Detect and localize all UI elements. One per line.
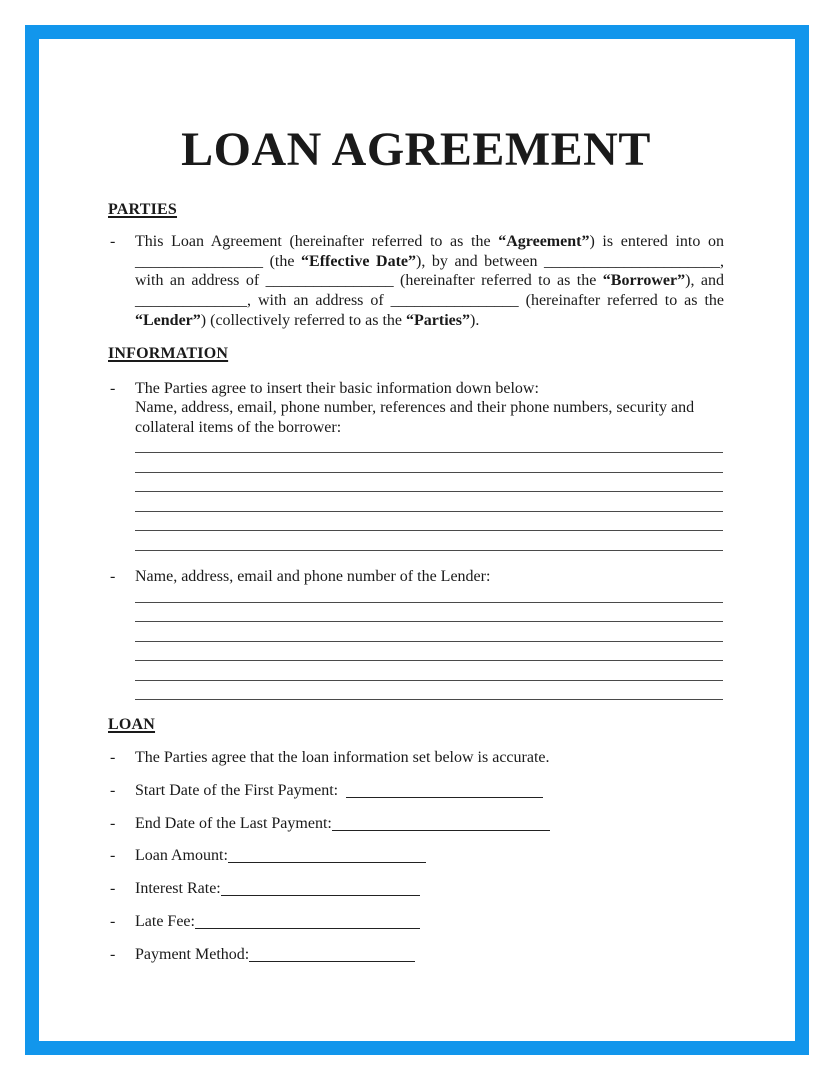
- clause-bold-term: “Effective Date”: [301, 252, 416, 270]
- clause-line: [135, 252, 724, 272]
- bullet-marker: -: [110, 567, 116, 585]
- clause-text: This Loan Agreement (hereinafter referred to as the: [135, 233, 499, 250]
- clause-line: [135, 311, 724, 331]
- loan-field: [135, 846, 724, 866]
- bullet-marker: -: [110, 379, 116, 397]
- write-line: [135, 512, 723, 532]
- clause-text: ), by and between: [416, 252, 545, 270]
- borrower-info-intro: The Parties agree to insert their basic information down below:: [135, 379, 539, 397]
- loan-field-label: Loan Amount:: [135, 847, 228, 865]
- bullet-marker: -: [110, 782, 116, 800]
- write-line: [135, 661, 723, 681]
- loan-field-label: Start Date of the First Payment:: [135, 782, 339, 800]
- document-title: LOAN AGREEMENT: [181, 123, 651, 176]
- bullet-marker: -: [110, 912, 116, 930]
- loan-field-blank-line: [221, 880, 420, 896]
- bullet-marker: -: [110, 880, 116, 898]
- loan-field-label: Interest Rate:: [135, 880, 221, 898]
- loan-field-blank-line: [195, 913, 420, 929]
- write-line: [135, 531, 723, 551]
- borrower-info-bullet: [108, 379, 724, 438]
- clause-bold-term: “Borrower”: [602, 272, 686, 290]
- bullet-marker: -: [110, 749, 116, 767]
- section-heading-parties: PARTIES: [108, 201, 178, 218]
- borrower-write-lines: [135, 434, 723, 551]
- write-line: [135, 473, 723, 493]
- clause-text: with an address of ________________ (hereinafter referred to as the: [135, 272, 603, 290]
- parties-clause-text: [135, 232, 724, 331]
- section-heading-information: INFORMATION: [108, 344, 229, 362]
- loan-field-label: End Date of the Last Payment:: [135, 814, 332, 832]
- loan-field-blank-line: [346, 782, 543, 798]
- clause-text: ______________, with an address of ________________ (hereinafter referred to as the: [135, 292, 724, 310]
- clause-bold-term: “Agreement”: [498, 233, 590, 250]
- borrower-info-details: Name, address, email, phone number, references and their phone numbers, security and collateral items of the borrower:: [135, 399, 695, 436]
- loan-field-row: [108, 814, 724, 834]
- clause-text: ) (collectively referred to as the: [200, 311, 407, 329]
- loan-intro-text: The Parties agree that the loan information set below is accurate.: [135, 749, 550, 767]
- lender-write-lines: [135, 583, 723, 700]
- loan-field-blank-line: [228, 847, 426, 863]
- lender-info-text: Name, address, email and phone number of the Lender:: [135, 567, 491, 585]
- loan-field-row: [108, 846, 724, 866]
- clause-line: [135, 291, 724, 311]
- clause-line: [135, 271, 724, 291]
- bullet-marker: -: [110, 945, 116, 963]
- clause-text: ), and: [685, 272, 724, 290]
- loan-field: [135, 814, 724, 834]
- loan-field-row: [108, 912, 724, 932]
- clause-bold-term: “Parties”: [406, 311, 470, 329]
- write-line: [135, 603, 723, 623]
- document-content: [108, 0, 724, 964]
- clause-text: ______________________,: [544, 252, 725, 270]
- loan-field: [135, 945, 724, 965]
- loan-field-row: [108, 781, 724, 801]
- clause-line: [135, 232, 724, 252]
- loan-field: [135, 879, 724, 899]
- write-line: [135, 642, 723, 662]
- loan-intro-bullet: [108, 748, 724, 768]
- write-line: [135, 453, 723, 473]
- loan-field: [135, 781, 724, 801]
- clause-text: ________________ (the: [135, 252, 302, 270]
- parties-clause-bullet: [108, 232, 724, 331]
- clause-text: ).: [470, 311, 480, 329]
- write-line: [135, 492, 723, 512]
- write-line: [135, 681, 723, 701]
- loan-field-blank-line: [249, 946, 415, 962]
- write-line: [135, 622, 723, 642]
- bullet-marker: -: [110, 814, 116, 832]
- bullet-marker: -: [110, 847, 116, 865]
- loan-field-blank-line: [332, 815, 550, 831]
- clause-bold-term: “Lender”: [135, 311, 201, 329]
- borrower-info-text: [135, 379, 724, 438]
- clause-text: ) is entered into on: [589, 233, 724, 250]
- loan-fields-list: [108, 781, 724, 964]
- lender-info-bullet: [108, 567, 724, 587]
- loan-field-row: [108, 945, 724, 965]
- loan-field-row: [108, 879, 724, 899]
- loan-field-label: Late Fee:: [135, 912, 195, 930]
- loan-field: [135, 912, 724, 932]
- section-heading-loan: LOAN: [108, 716, 156, 734]
- bullet-marker: -: [110, 233, 116, 250]
- loan-field-label: Payment Method:: [135, 945, 250, 963]
